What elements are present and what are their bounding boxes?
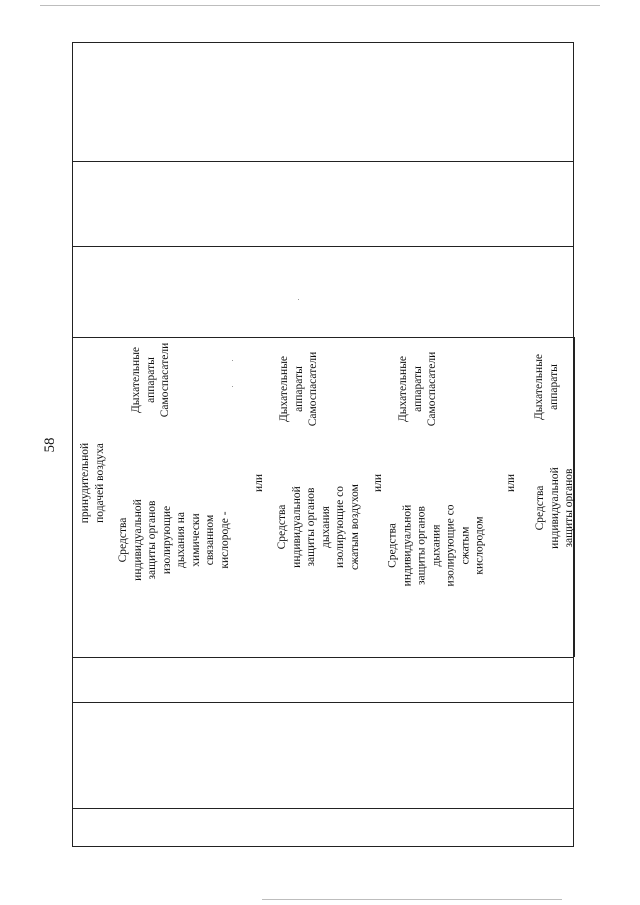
page-number: 58 (42, 437, 58, 453)
cell-block-4: Средства индивидуальной защиты органов (534, 467, 575, 549)
table-rule-1 (72, 161, 574, 162)
cell-or-2: или (372, 473, 384, 493)
cell-or-1: или (253, 473, 265, 493)
scan-speck (232, 386, 233, 387)
cell-equipment-3: Дыхательные аппараты Самоспасатели (397, 351, 438, 427)
cell-block-1: Средства индивидуальной защиты органов изолирующие дыхания на химически связанном кислороде - (117, 499, 231, 581)
cell-block-2: Средства индивидуальной защиты органов дыхания изолирующие со сжатым воздухом (276, 484, 361, 570)
scan-speck (298, 299, 299, 300)
table-rule-5 (72, 702, 574, 703)
scan-speck (232, 360, 233, 361)
table-frame (72, 42, 574, 847)
cell-or-3: или (505, 473, 517, 493)
cell-equipment-1: Дыхательные аппараты Самоспасатели (130, 342, 171, 418)
cell-intro-text: принудительной подачей воздуха (79, 442, 106, 524)
cell-block-3: Средства индивидуальной защиты органов дыхания изолирующие со сжатым кислородом (386, 504, 486, 587)
table-rule-6 (72, 808, 574, 809)
table-rule-2 (72, 246, 574, 247)
cell-equipment-4: Дыхательные аппараты (533, 353, 560, 421)
cell-equipment-2: Дыхательные аппараты Самоспасатели (278, 351, 319, 427)
table-rule-4 (72, 657, 574, 658)
scan-edge-bottom (262, 899, 562, 900)
scan-edge-top (40, 5, 600, 6)
